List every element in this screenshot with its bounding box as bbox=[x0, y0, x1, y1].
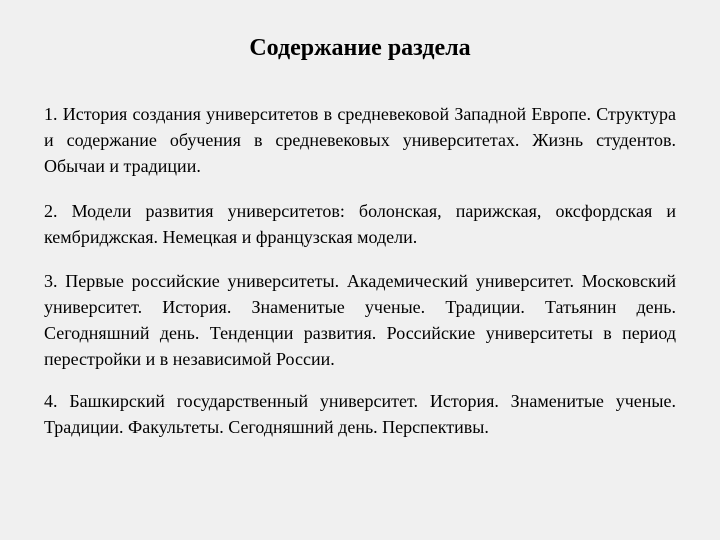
section-item-4: 4. Башкирский государственный университет. История. Знаменитые ученые. Традиции. Факультеты. Сегодняшний день. Перспективы. bbox=[44, 391, 676, 437]
section-item-2: 2. Модели развития университетов: болонская, парижская, оксфордская и кембриджская. Немецкая и французская модели. bbox=[44, 201, 676, 247]
content-list bbox=[44, 101, 676, 456]
section-item-3: 3. Первые российские университеты. Академический университет. Московский университет. История. Знаменитые ученые. Традиции. Татьянин день. Сегодняшний день. Тенденции развития. Российские университеты в период перестройки и в независимой России. bbox=[44, 271, 676, 369]
slide-title: Содержание раздела bbox=[249, 35, 471, 61]
section-item-1: 1. История создания университетов в средневековой Западной Европе. Структура и содержание обучения в средневековых университетах. Жизнь студентов. Обычаи и традиции. bbox=[44, 104, 676, 176]
